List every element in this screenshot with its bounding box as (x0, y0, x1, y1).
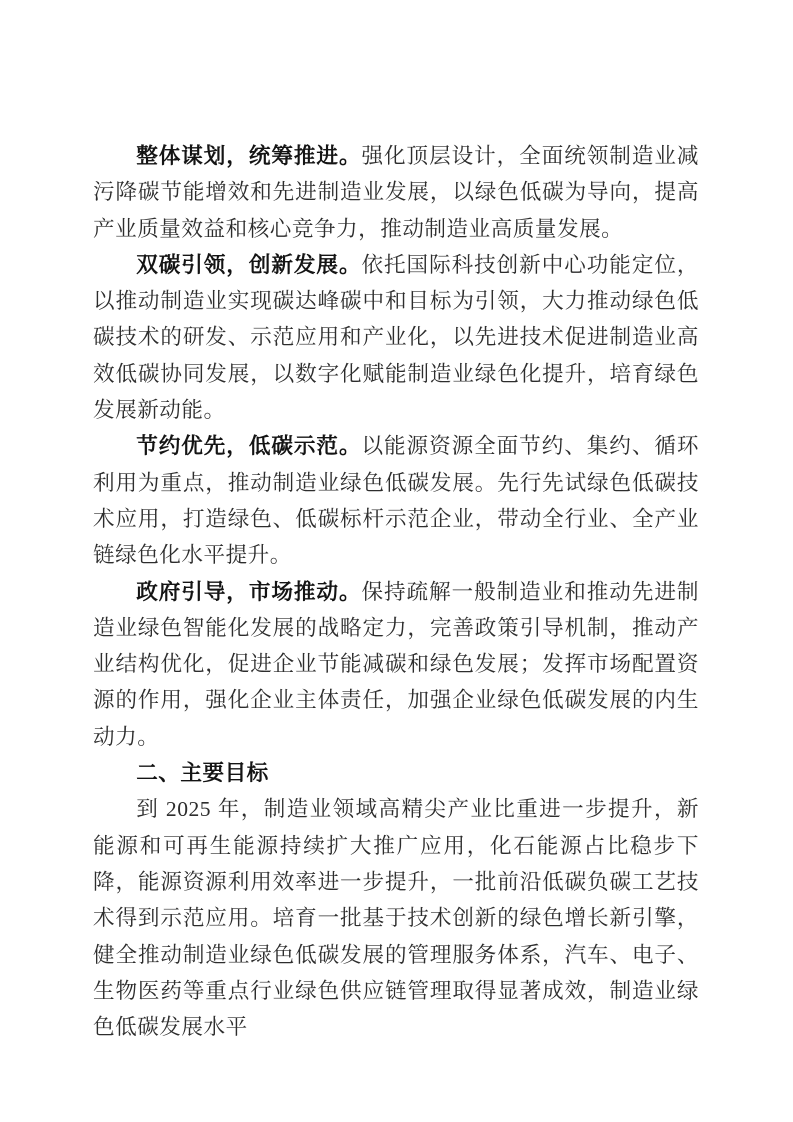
paragraph: 政府引导，市场推动。保持疏解一般制造业和推动先进制造业绿色智能化发展的战略定力，完善政策引导机制，推动产业结构优化，促进企业节能减碳和绿色发展；发挥市场配置资源的作用，强化企业主体责任，加强企业绿色低碳发展的内生动力。 (93, 578, 699, 749)
document-body (93, 138, 699, 1045)
paragraph: 节约优先，低碳示范。以能源资源全面节约、集约、循环利用为重点，推动制造业绿色低碳发展。先行先试绿色低碳技术应用，打造绿色、低碳标杆示范企业，带动全行业、全产业链绿色化水平提升。 (93, 433, 699, 568)
paragraph-lead-emphasis: 双碳引领，创新发展。 (136, 251, 362, 277)
paragraph: 到 2025 年，制造业领域高精尖产业比重进一步提升，新能源和可再生能源持续扩大推广应用，化石能源占比稳步下降，能源资源利用效率进一步提升，一批前沿低碳负碳工艺技术得到示范应用。培育一批基于技术创新的绿色增长新引擎，健全推动制造业绿色低碳发展的管理服务体系，汽车、电子、生物医药等重点行业绿色供应链管理取得显著成效，制造业绿色低碳发展水平 (93, 797, 699, 1040)
paragraph: 双碳引领，创新发展。依托国际科技创新中心功能定位，以推动制造业实现碳达峰碳中和目标为引领，大力推动绿色低碳技术的研发、示范应用和产业化，以先进技术促进制造业高效低碳协同发展，以数字化赋能制造业绿色化提升，培育绿色发展新动能。 (93, 251, 699, 423)
section-heading: 二、主要目标 (136, 760, 269, 786)
paragraph-lead-emphasis: 整体谋划，统筹推进。 (136, 143, 362, 168)
paragraph-lead-emphasis: 节约优先，低碳示范。 (136, 433, 362, 459)
paragraph-lead-emphasis: 政府引导，市场推动。 (136, 578, 362, 604)
paragraph: 整体谋划，统筹推进。强化顶层设计，全面统领制造业减污降碳节能增效和先进制造业发展，以绿色低碳为导向，提高产业质量效益和核心竞争力，推动制造业高质量发展。 (93, 143, 699, 241)
